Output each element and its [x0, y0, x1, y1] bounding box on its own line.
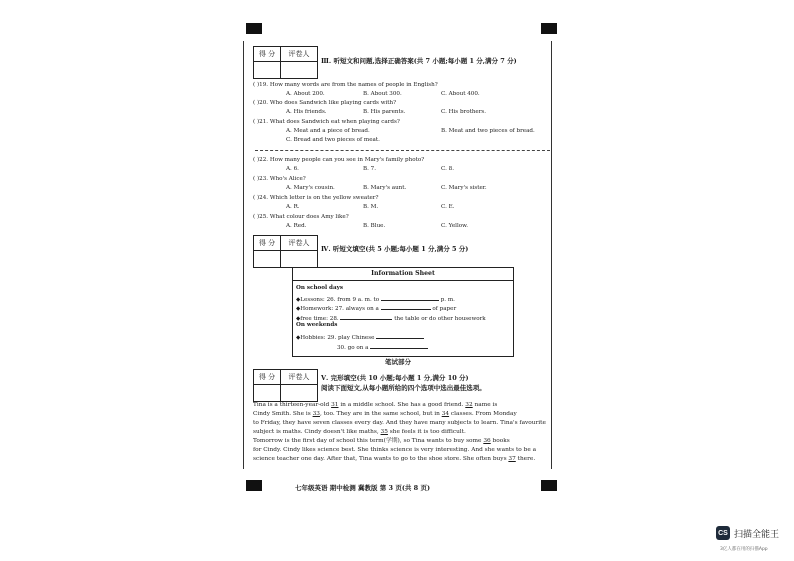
page-right-rule [551, 41, 552, 469]
q20-option-b: B. His parents. [363, 109, 406, 115]
passage-line: subject is maths. Cindy doesn't like maths, 35 she feels it is too difficult. [253, 429, 466, 435]
page-footer: 七年级英语 期中检测 冀教版 第 3 页(共 8 页) [295, 484, 431, 492]
question-23: ( )23. Who's Alice? [253, 176, 306, 182]
q22-option-b: B. 7. [363, 166, 377, 172]
registration-mark-top-left [246, 23, 262, 34]
question-20: ( )20. Who does Sandwich like playing cards with? [253, 100, 397, 106]
q25-option-b: B. Blue. [363, 223, 386, 229]
camscanner-subtitle: 3亿人都在用的扫描App [720, 547, 768, 552]
registration-mark-bottom-left [246, 480, 262, 491]
registration-mark-bottom-right [541, 480, 557, 491]
registration-mark-top-right [541, 23, 557, 34]
question-25: ( )25. What colour does Amy like? [253, 214, 349, 220]
score-box [253, 369, 318, 402]
score-label: 得 分 [254, 47, 281, 61]
score-label: 得 分 [254, 236, 281, 250]
q25-option-a: A. Red. [286, 223, 307, 229]
camscanner-logo-icon: CS [716, 526, 730, 540]
section-4-heading: Ⅳ. 听短文填空(共 5 小题;每小题 1 分,满分 5 分) [321, 245, 469, 253]
q22-option-a: A. 6. [286, 166, 299, 172]
information-sheet [292, 267, 514, 357]
info-sheet-title: Information Sheet [371, 270, 435, 277]
q19-option-a: A. About 200. [286, 91, 325, 97]
info-row-27: ◆Homework: 27. always on a of paper [296, 306, 457, 312]
page-left-rule [243, 41, 244, 469]
question-19: ( )19. How many words are from the names of people in English? [253, 82, 438, 88]
section-5-heading: Ⅴ. 完形填空(共 10 小题;每小题 1 分,满分 10 分) [321, 374, 469, 382]
q21-option-b: B. Meat and two pieces of bread. [441, 128, 535, 134]
passage-line: to Friday, they have seven classes every day. And they have many subjects to learn. Tina's favourite [253, 420, 546, 426]
passage-line: Tina is a thirteen-year-old 31 in a middle school. She has a good friend. 32 name is [253, 402, 498, 408]
q22-option-c: C. 8. [441, 166, 454, 172]
q23-option-b: B. Mary's aunt. [363, 185, 407, 191]
score-label: 得 分 [254, 370, 281, 384]
q23-option-a: A. Mary's cousin. [286, 185, 335, 191]
question-24: ( )24. Which letter is on the yellow sweater? [253, 195, 379, 201]
info-row-28: ◆free time: 28. the table or do other housework [296, 316, 486, 322]
grader-label: 评卷人 [288, 372, 310, 381]
q21-option-a: A. Meat and a piece of bread. [286, 128, 370, 134]
exam-page [243, 41, 552, 469]
question-22: ( )22. How many people can you see in Mary's family photo? [253, 157, 425, 163]
q24-option-c: C. E. [441, 204, 455, 210]
score-box [253, 46, 318, 79]
q24-option-a: A. R. [286, 204, 300, 210]
passage-line: Cindy Smith. She is 33, too. They are in the same school, but in 34 classes. From Monday [253, 411, 517, 417]
fold-line [255, 150, 550, 151]
q20-option-c: C. His brothers. [441, 109, 487, 115]
weekends-heading: On weekends [296, 322, 338, 328]
q19-option-b: B. About 300. [363, 91, 402, 97]
q21-option-c: C. Bread and two pieces of meat. [286, 137, 380, 143]
score-box [253, 235, 318, 268]
info-row-29: ◆Hobbies: 29. play Chinese [296, 333, 424, 342]
q23-option-c: C. Mary's sister. [441, 185, 487, 191]
q19-option-c: C. About 400. [441, 91, 480, 97]
question-21: ( )21. What does Sandwich eat when playing cards? [253, 119, 400, 125]
q25-option-c: C. Yellow. [441, 223, 469, 229]
passage-line: science teacher one day. After that, Tina wants to go to the shoe store. She often buys 37 there. [253, 456, 536, 462]
section-5-instruction: 阅读下面短文,从每小题所给的四个选项中选出最佳选项。 [321, 384, 486, 392]
camscanner-title: 扫描全能王 [734, 530, 780, 540]
passage-line: Tomorrow is the first day of school this term(学期), so Tina wants to buy some 36 books [253, 438, 510, 444]
school-days-heading: On school days [296, 285, 343, 291]
passage-line: for Cindy. Cindy likes science best. She thinks science is very interesting. And she wants to be a [253, 447, 537, 453]
info-row-30: 30. go on a [337, 343, 428, 352]
section-3-heading: Ⅲ. 听短文和问题,选择正确答案(共 7 小题;每小题 1 分,满分 7 分) [321, 57, 517, 65]
q20-option-a: A. His friends. [286, 109, 327, 115]
q24-option-b: B. M. [363, 204, 379, 210]
grader-label: 评卷人 [288, 238, 310, 247]
grader-label: 评卷人 [288, 49, 310, 58]
info-row-26: ◆Lessons: 26. from 9 a. m. to p. m. [296, 297, 455, 303]
written-part-heading: 笔试部分 [385, 358, 411, 366]
